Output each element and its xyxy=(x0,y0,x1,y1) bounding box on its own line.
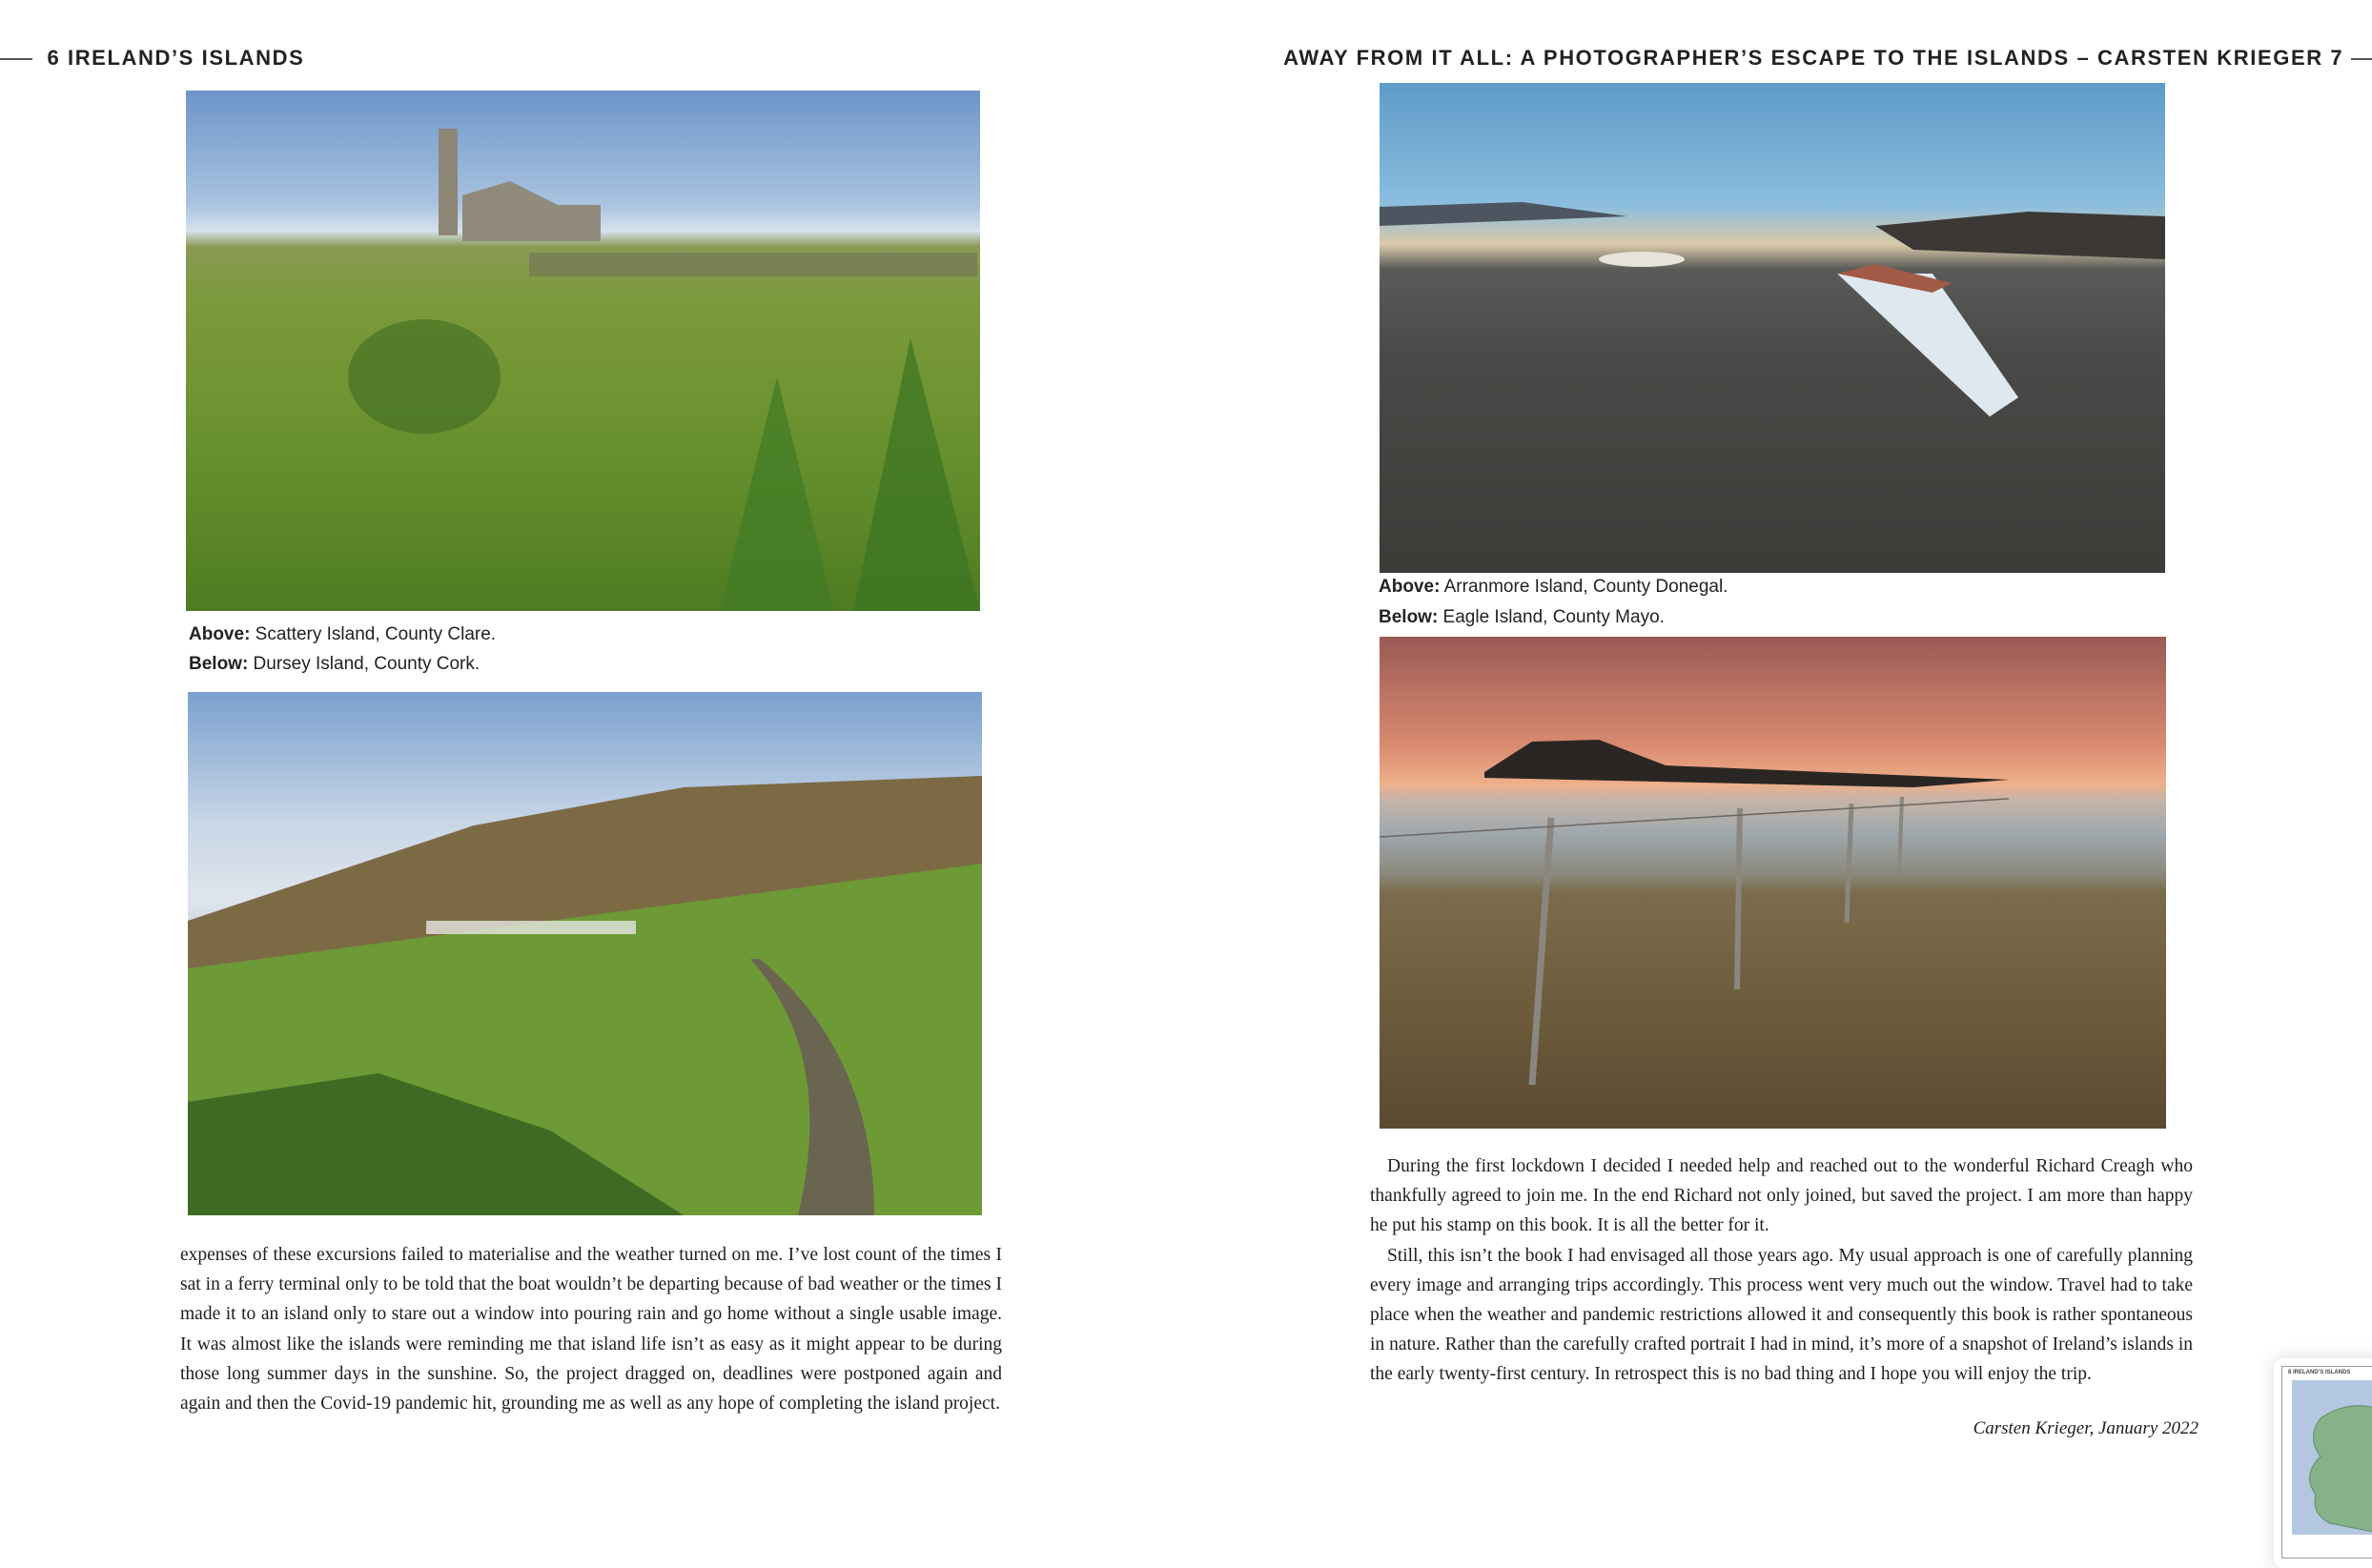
left-body-text: expenses of these excursions failed to materialise and the weather turned on me. I’ve lost count of the times I sat in a ferry terminal only to be told that the boat wouldn’t be departing because of bad weather or the times I made it to an island only to stare out a window into pouring rain and go home without a single usable image. It was almost like the islands were reminding me that island life isn’t as easy as it might appear to be during those long summer days in the sunshine. So, the project dragged on, deadlines were postponed again and again and then the Covid-19 pandemic hit, grounding me as well as any hope of completing the island project. xyxy=(180,1245,1002,1415)
photo-eagle-shapes xyxy=(1380,637,2166,1129)
caption-left-above: Above: Scattery Island, County Clare. xyxy=(189,624,497,644)
caption-left-below: Below: Dursey Island, County Cork. xyxy=(189,654,481,674)
photo-dursey-island xyxy=(188,692,982,1215)
photo-dursey-shapes xyxy=(188,692,982,1215)
caption-right-above: Above: Arranmore Island, County Donegal. xyxy=(1379,577,1728,597)
photo-scattery-shapes xyxy=(186,91,980,611)
ireland-map-shape xyxy=(2292,1380,2372,1535)
right-running-header: AWAY FROM IT ALL: A PHOTOGRAPHER’S ESCAPE TO THE ISLANDS – CARSTEN KRIEGER 7 xyxy=(1283,46,2372,71)
photo-eagle-island xyxy=(1380,637,2166,1129)
photo-arranmore-island xyxy=(1380,83,2165,573)
right-body-text: During the first lockdown I decided I needed help and reached out to the wonderful Richard Creagh who thankfully agreed to join me. In the end Richard not only joined, but saved the project. I am more than happy he put his stamp on this book. It is all the better for it. Still, this isn’t the book I had envisaged all those years ago. My usual approach is one of carefully planning every image and arranging trips accordingly. This process went very much out the window. Travel had to take place when the weather and pandemic restrictions allowed it and consequently this book is rather spontaneous in nature. Rather than the carefully crafted portrait I had in mind, it’s more of a snapshot of Ireland’s islands in the early twenty-first century. In retrospect this is no bad thing and I hope you will enjoy the trip. xyxy=(1370,1156,2193,1385)
thumbnail-page xyxy=(2281,1366,2372,1558)
author-signature: Carsten Krieger, January 2022 xyxy=(1973,1418,2198,1438)
caption-right-below: Below: Eagle Island, County Mayo. xyxy=(1379,607,1665,627)
photo-scattery-island xyxy=(186,91,980,611)
ireland-map-thumbnail xyxy=(2292,1380,2372,1535)
next-page-thumbnail[interactable] xyxy=(2274,1358,2372,1568)
header-rule xyxy=(2351,58,2372,60)
header-rule xyxy=(0,58,32,60)
thumbnail-header: 8 IRELAND’S ISLANDS xyxy=(2288,1370,2351,1375)
left-running-header: 6 IRELAND’S ISLANDS xyxy=(0,46,304,71)
photo-arranmore-shapes xyxy=(1380,83,2165,573)
